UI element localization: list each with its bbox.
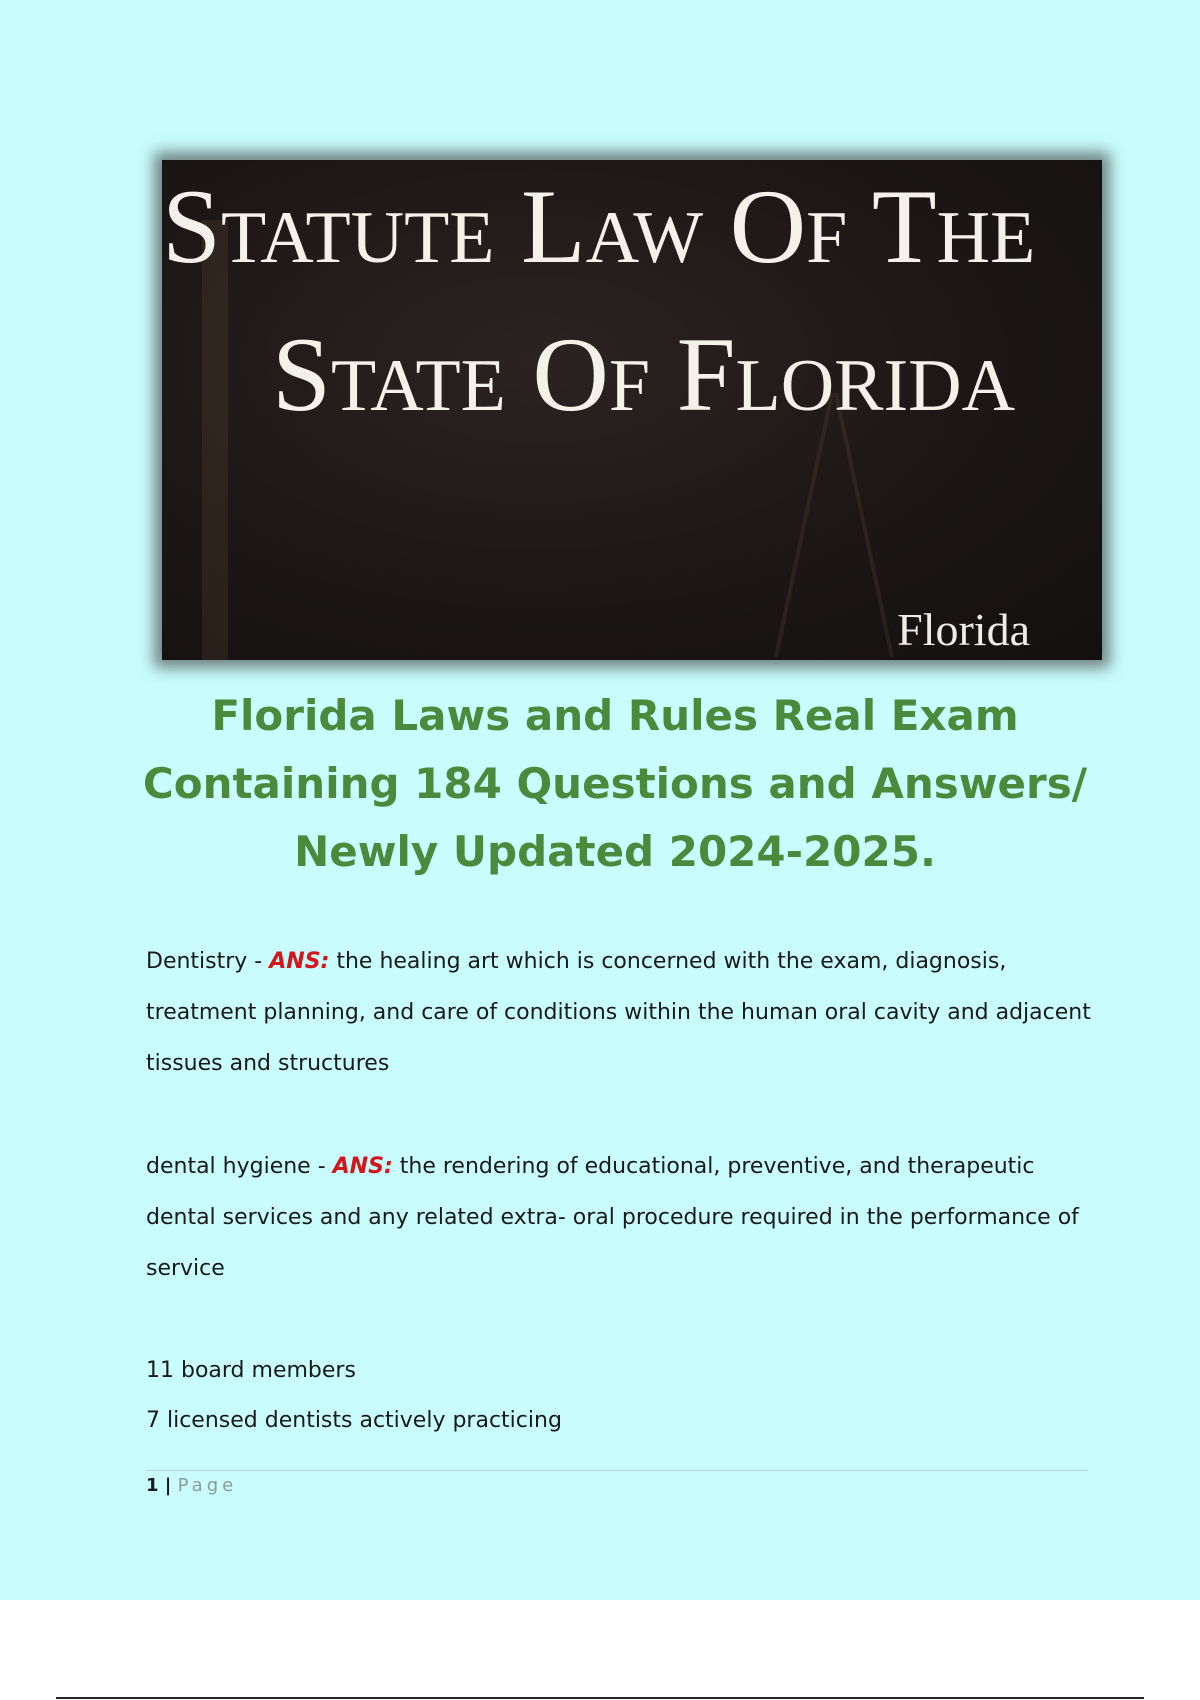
qa-separator: - [310, 1154, 333, 1179]
banner-heading-line1: Statute Law Of The [162, 168, 1036, 285]
banner-decor-bar [202, 220, 228, 660]
bottom-divider [56, 1697, 1144, 1699]
qa-answer: the healing art which is concerned with the exam, diagnosis, treatment planning, and care of conditions within the human oral cavity and adjacent tissues and structures [146, 949, 1091, 1076]
title-line: Containing 184 Questions and Answers/ [142, 759, 1088, 808]
qa-entry [146, 1141, 1096, 1294]
cover-banner-image [162, 160, 1102, 660]
banner-heading-line2: State Of Florida [272, 316, 1016, 433]
document-title [120, 682, 1110, 886]
page-footer [146, 1474, 237, 1498]
qa-term: Dentistry [146, 949, 248, 974]
ans-label: ANS: [332, 1154, 393, 1179]
page-number: 1 [146, 1475, 159, 1496]
fact-line: 7 licensed dentists actively practicing [146, 1408, 562, 1433]
banner-caption: Florida [897, 604, 1030, 655]
qa-separator: - [247, 949, 270, 974]
ans-label: ANS: [269, 949, 330, 974]
qa-answer: the rendering of educational, preventive, and therapeutic dental services and any related extra- oral procedure required in the performance of service [146, 1154, 1079, 1281]
title-line: Newly Updated 2024-2025. [294, 827, 936, 876]
footer-separator: | [158, 1475, 178, 1496]
title-line: Florida Laws and Rules Real Exam [211, 691, 1019, 740]
page-label: Page [177, 1475, 238, 1496]
qa-term: dental hygiene [146, 1154, 311, 1179]
fact-line: 11 board members [146, 1358, 356, 1383]
document-body [146, 936, 1096, 1446]
qa-entry [146, 936, 1096, 1089]
footer-divider [146, 1470, 1088, 1471]
